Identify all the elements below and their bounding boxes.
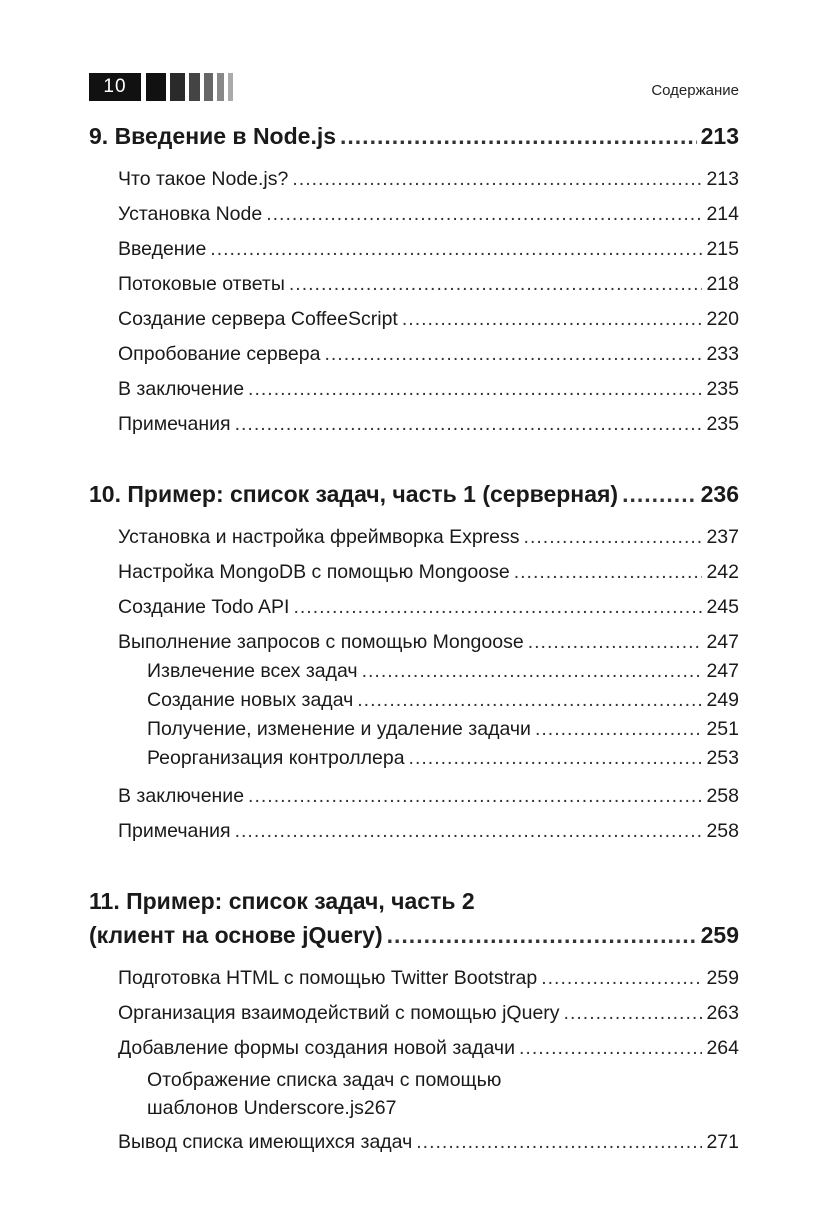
page-ref: 218 (706, 273, 739, 295)
chapter-title: 9. Введение в Node.js (89, 123, 337, 149)
dot-leader (340, 120, 697, 152)
dot-leader (362, 657, 703, 686)
page-ref: 259 (706, 967, 739, 989)
chapter-entries (89, 520, 739, 849)
page-ref: 213 (700, 123, 739, 149)
dot-leader (292, 162, 702, 197)
dot-leader (524, 520, 703, 555)
decorative-bar (204, 73, 213, 101)
toc-entry[interactable] (89, 590, 739, 625)
entry-title: Введение (118, 238, 207, 260)
entry-title: Создание новых задач (147, 689, 354, 711)
toc-entry[interactable] (89, 302, 739, 337)
page-ref: 235 (706, 378, 739, 400)
decorative-bar (146, 73, 166, 101)
decorative-bar (217, 73, 224, 101)
decorative-bar (189, 73, 200, 101)
chapter-title-line1: 11. Пример: список задач, часть 2 (89, 888, 475, 914)
toc-entry[interactable] (89, 372, 739, 407)
entry-title: Установка и настройка фреймворка Express (118, 526, 520, 548)
toc-entry[interactable] (89, 232, 739, 267)
page-ref: 213 (706, 168, 739, 190)
entry-title: Настройка MongoDB с помощью Mongoose (118, 561, 510, 583)
entry-title: В заключение (118, 378, 245, 400)
page-ref: 245 (706, 596, 739, 618)
toc-entry[interactable] (89, 197, 739, 232)
dot-leader (622, 478, 697, 510)
dot-leader (514, 555, 703, 590)
entry-title: В заключение (118, 785, 245, 807)
page-header (89, 73, 739, 101)
dot-leader (519, 1031, 702, 1066)
dot-leader (235, 814, 703, 849)
dot-leader (416, 1125, 702, 1160)
entry-title: Организация взаимодействий с помощью jQuery (118, 1002, 560, 1024)
page-ref: 258 (706, 820, 739, 842)
running-title: Содержание (651, 82, 739, 99)
entry-title-line2: шаблонов Underscore.js (147, 1097, 364, 1119)
dot-leader (564, 996, 703, 1031)
page-ref: 263 (706, 1002, 739, 1024)
dot-leader (248, 779, 702, 814)
page-ref: 233 (706, 343, 739, 365)
toc-entry[interactable] (89, 1031, 739, 1066)
page-ref: 220 (706, 308, 739, 330)
dot-leader (528, 625, 703, 660)
toc-entry[interactable] (89, 814, 739, 849)
entry-title: Что такое Node.js? (118, 168, 289, 190)
page-ref: 237 (706, 526, 739, 548)
entry-title: Примечания (118, 820, 231, 842)
entry-title: Добавление формы создания новой задачи (118, 1037, 515, 1059)
page-ref: 247 (706, 631, 739, 653)
page-ref: 249 (706, 689, 739, 711)
dot-leader (210, 232, 702, 267)
page-ref: 259 (700, 922, 739, 948)
entry-title: Выполнение запросов с помощью Mongoose (118, 631, 524, 653)
toc-entry[interactable] (89, 1125, 739, 1160)
entry-title: Опробование сервера (118, 343, 321, 365)
entry-title: Подготовка HTML с помощью Twitter Bootstrap (118, 967, 538, 989)
toc-entry[interactable] (89, 267, 739, 302)
page-ref: 264 (706, 1037, 739, 1059)
page-number: 10 (89, 73, 141, 101)
page-ref: 215 (706, 238, 739, 260)
page-ref: 271 (706, 1131, 739, 1153)
dot-leader (535, 715, 703, 744)
page-ref: 235 (706, 413, 739, 435)
toc-subentry[interactable] (89, 1066, 739, 1122)
toc-entry[interactable] (89, 337, 739, 372)
page-ref: 267 (363, 1097, 397, 1119)
dot-leader (402, 302, 703, 337)
entry-title: Потоковые ответы (118, 273, 285, 295)
table-of-contents (89, 120, 739, 1160)
toc-entry[interactable] (89, 162, 739, 197)
toc-entry[interactable] (89, 779, 739, 814)
toc-entry[interactable] (89, 961, 739, 996)
entry-title: Создание сервера CoffeeScript (118, 308, 398, 330)
toc-subentry[interactable] (89, 686, 739, 715)
entry-title: Реорганизация контроллера (147, 747, 405, 769)
dot-leader (289, 267, 703, 302)
toc-entry[interactable] (89, 407, 739, 442)
chapter-title: 10. Пример: список задач, часть 1 (серверная) (89, 481, 619, 507)
page-ref: 258 (706, 785, 739, 807)
dot-leader (324, 337, 702, 372)
decorative-bar (228, 73, 233, 101)
chapter-heading[interactable] (89, 885, 739, 951)
toc-entry[interactable] (89, 625, 739, 660)
chapter-entries (89, 162, 739, 442)
chapter-heading[interactable] (89, 478, 739, 510)
dot-leader (541, 961, 702, 996)
page-ref: 236 (700, 481, 739, 507)
entry-title: Вывод списка имеющихся задач (118, 1131, 413, 1153)
page-ref: 251 (706, 718, 739, 740)
page-ref: 214 (706, 203, 739, 225)
page-ref: 247 (706, 660, 739, 682)
page-ref: 253 (706, 747, 739, 769)
chapter-heading[interactable] (89, 120, 739, 152)
chapter-entries (89, 961, 739, 1160)
dot-leader (387, 919, 697, 951)
dot-leader (266, 197, 702, 232)
chapter-title-line2: (клиент на основе jQuery) (89, 922, 383, 948)
entry-title: Получение, изменение и удаление задачи (147, 718, 531, 740)
entry-title-line1: Отображение списка задач с помощью (147, 1069, 502, 1091)
entry-title: Извлечение всех задач (147, 660, 358, 682)
page-ref: 242 (706, 561, 739, 583)
decorative-bar (170, 73, 185, 101)
entry-title: Создание Todo API (118, 596, 290, 618)
entry-title: Установка Node (118, 203, 263, 225)
toc-entry[interactable] (89, 996, 739, 1031)
dot-leader (409, 744, 703, 773)
toc-subentry[interactable] (89, 744, 739, 773)
dot-leader (235, 407, 703, 442)
toc-entry[interactable] (89, 555, 739, 590)
toc-entry[interactable] (89, 520, 739, 555)
toc-subentry[interactable] (89, 657, 739, 686)
dot-leader (248, 372, 702, 407)
toc-subentry[interactable] (89, 715, 739, 744)
dot-leader (293, 590, 702, 625)
entry-title: Примечания (118, 413, 231, 435)
dot-leader (357, 686, 702, 715)
